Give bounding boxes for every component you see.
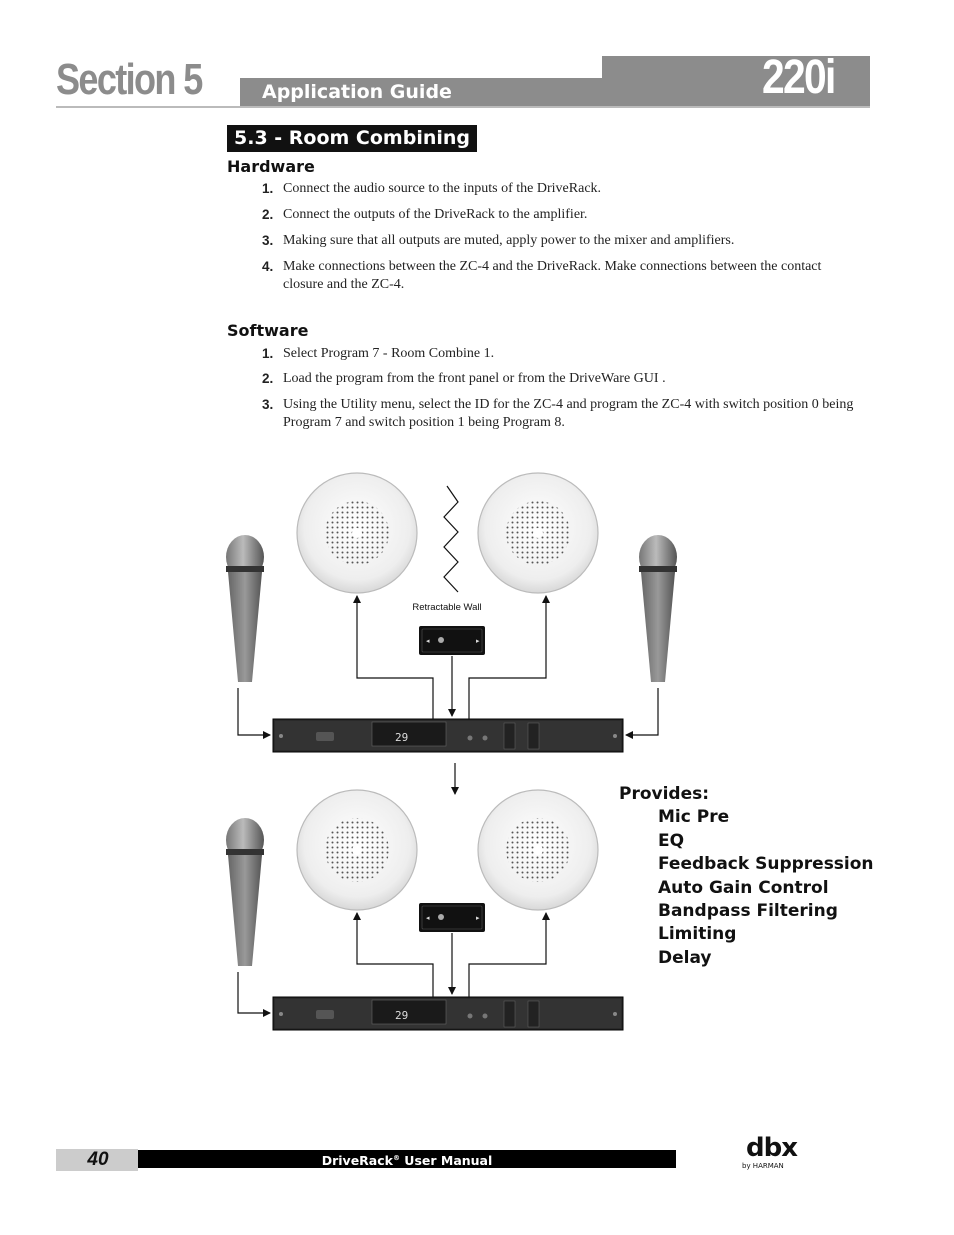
step-number: 3. xyxy=(262,233,274,248)
hardware-step xyxy=(262,232,862,250)
step-number: 1. xyxy=(262,181,274,196)
retractable-wall-icon xyxy=(444,486,458,592)
signal-flow-arrows xyxy=(238,596,658,1013)
hardware-step xyxy=(262,180,862,198)
microphone-icon xyxy=(639,535,677,682)
step-number: 2. xyxy=(262,371,274,386)
section-label: Section 5 xyxy=(56,55,202,104)
svg-text:▸: ▸ xyxy=(476,637,480,645)
section-title: 5.3 - Room Combining xyxy=(227,125,477,152)
software-step xyxy=(262,345,862,363)
microphone-icon xyxy=(226,535,264,682)
provides-list xyxy=(619,783,874,970)
provides-item: Delay xyxy=(658,947,712,968)
step-text: Connect the outputs of the DriveRack to the amplifier. xyxy=(283,207,588,222)
ceiling-speaker xyxy=(478,790,598,910)
software-step xyxy=(262,370,862,388)
footer-manual-name xyxy=(138,1150,676,1169)
page-number: 40 xyxy=(87,1149,109,1170)
svg-text:29: 29 xyxy=(395,731,409,744)
step-number: 3. xyxy=(262,397,274,412)
ceiling-speaker xyxy=(297,473,417,593)
step-text: Load the program from the front panel or from the DriveWare GUI . xyxy=(283,371,666,386)
svg-text:dbx: dbx xyxy=(746,1133,797,1163)
provides-item: Limiting xyxy=(658,924,737,945)
svg-text:◂: ◂ xyxy=(426,637,430,645)
provides-item: Bandpass Filtering xyxy=(658,901,838,922)
manual-suffix: User Manual xyxy=(399,1153,493,1169)
svg-text:29: 29 xyxy=(395,1009,409,1022)
provides-title: Provides: xyxy=(619,784,710,804)
application-guide-label: Application Guide xyxy=(262,81,452,103)
microphone-icon xyxy=(226,818,264,966)
software-step xyxy=(262,396,862,432)
hardware-step xyxy=(262,258,862,294)
ceiling-speaker xyxy=(297,790,417,910)
svg-text:▸: ▸ xyxy=(476,914,480,922)
step-text: Make connections between the ZC-4 and the DriveRack. Make connections between the contact closure and the ZC-4. xyxy=(283,259,822,292)
step-text: Using the Utility menu, select the ID for the ZC-4 and program the ZC-4 with switch position 0 being Program 7 and switch position 1 being Program 8. xyxy=(283,397,854,430)
provides-item: Feedback Suppression xyxy=(658,854,874,875)
zc4-controller xyxy=(419,903,485,932)
svg-text:by HARMAN: by HARMAN xyxy=(742,1162,784,1170)
provides-item: Mic Pre xyxy=(658,807,730,828)
provides-item: EQ xyxy=(658,830,685,851)
hardware-heading: Hardware xyxy=(227,157,315,176)
model-label: 220i xyxy=(762,51,835,104)
step-text: Select Program 7 - Room Combine 1. xyxy=(283,346,495,361)
ceiling-speaker xyxy=(478,473,598,593)
software-heading: Software xyxy=(227,321,309,340)
wall-label: Retractable Wall xyxy=(412,602,482,613)
driverack-unit xyxy=(273,719,623,752)
manual-name: DriveRack xyxy=(321,1153,393,1169)
hardware-step xyxy=(262,206,862,224)
provides-item: Auto Gain Control xyxy=(658,877,829,898)
header-rule xyxy=(56,106,870,108)
step-number: 1. xyxy=(262,346,274,361)
dbx-logo xyxy=(742,1124,806,1172)
step-number: 2. xyxy=(262,207,274,222)
zc4-controller xyxy=(419,626,485,655)
registered-mark: ® xyxy=(392,1154,400,1162)
step-number: 4. xyxy=(262,259,274,274)
step-text: Connect the audio source to the inputs of the DriveRack. xyxy=(283,181,602,196)
svg-text:◂: ◂ xyxy=(426,914,430,922)
step-text: Making sure that all outputs are muted, apply power to the mixer and amplifiers. xyxy=(283,233,735,248)
driverack-unit xyxy=(273,997,623,1030)
